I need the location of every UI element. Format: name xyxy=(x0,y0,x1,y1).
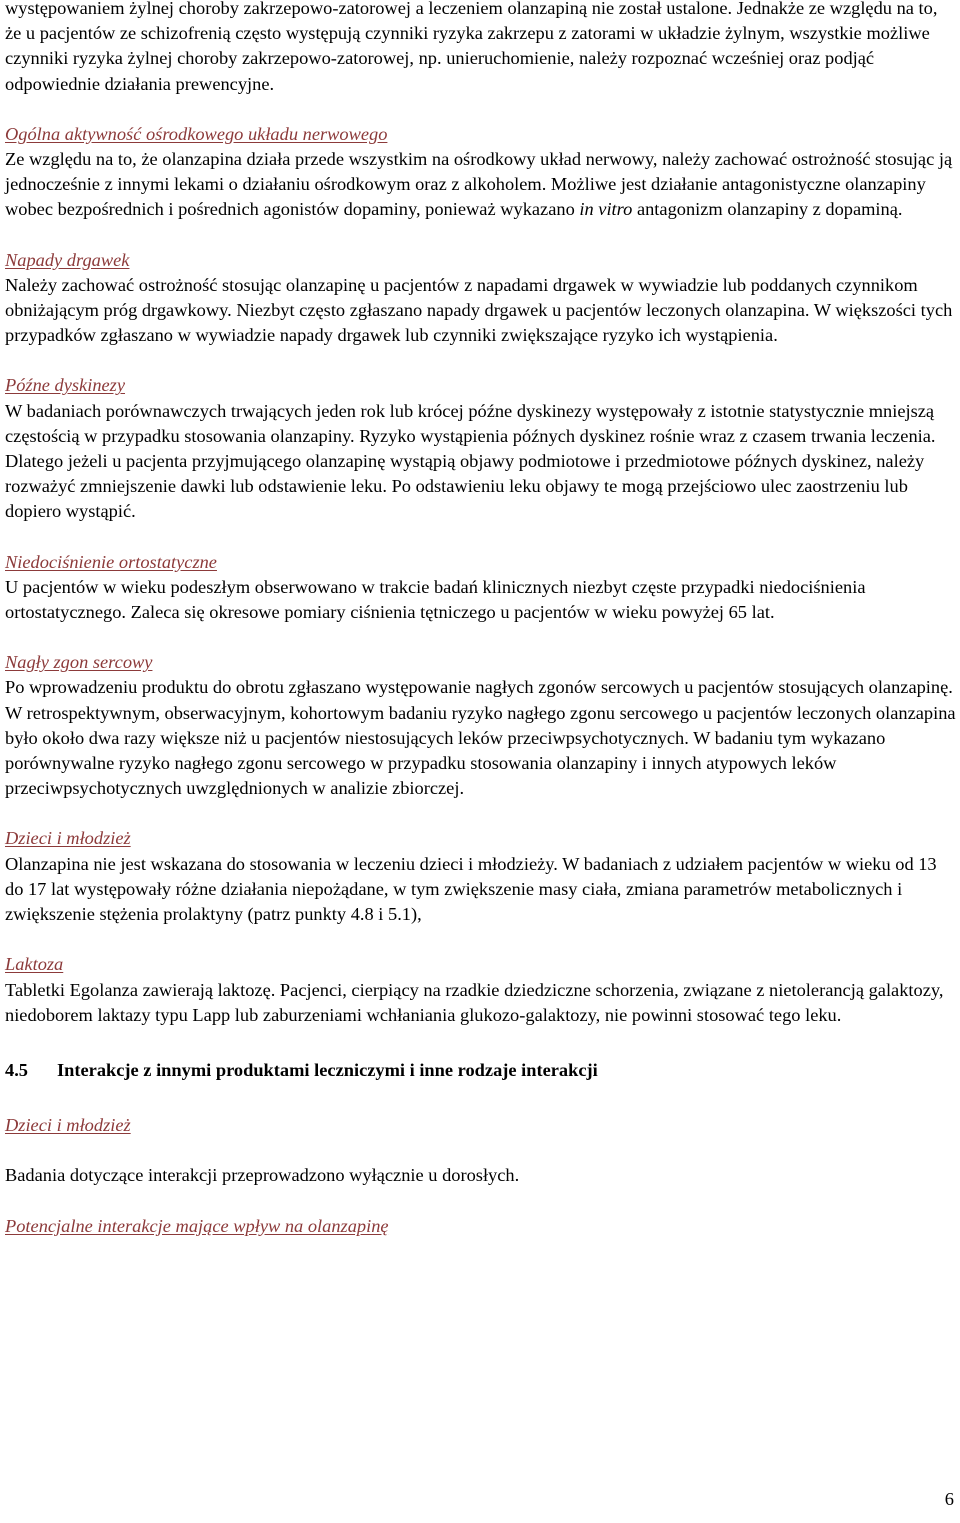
section-4-5-title: Interakcje z innymi produktami leczniczymi i inne rodzaje interakcji xyxy=(57,1059,598,1080)
section-4-5-potential-heading: Potencjalne interakcje mające wpływ na olanzapinę xyxy=(5,1215,389,1236)
section-text-children: Olanzapina nie jest wskazana do stosowania w leczeniu dzieci i młodzieży. W badaniach z udziałem pacjentów w wieku od 13 do 17 lat występowały różne działania niepożądane, w tym zwiększenie masy ciała, zmiana parametrów metabolicznych i zwiększenie stężenia prolaktyny (patrz punkty 4.8 i 5.1), xyxy=(5,853,937,925)
section-4-5-children-heading: Dzieci i młodzież xyxy=(5,1115,131,1136)
intro-rest: Jednakże ze względu na to, że u pacjentów ze schizofrenią często występują czynniki ryzyka zakrzepu z zatorami w układzie żylnym, wszystkie możliwe czynniki ryzyka żylnej choroby zakrzepowo-zatorowej, np. unieruchomienie, należy rozpoznać wcześniej oraz podjąć odpowiednie działania prewencyjne. xyxy=(5,0,938,94)
document-page xyxy=(5,0,957,1239)
section-heading-lactose: Laktoza xyxy=(5,954,64,975)
section-text-lactose: Tabletki Egolanza zawierają laktozę. Pacjenci, cierpiący na rzadkie dziedziczne schorzenia, związane z nietolerancją galaktozy, niedoborem laktazy typu Lapp lub zaburzeniami wchłaniania glukozo-galaktozy, nie powinni stosować tego leku. xyxy=(5,979,944,1025)
section-children xyxy=(5,826,957,927)
section-sudden-death xyxy=(5,650,957,801)
section-4-5-number: 4.5 xyxy=(5,1059,28,1080)
section-text-tardive: W badaniach porównawczych trwających jeden rok lub krócej późne dyskinezy występowały z istotnie statystycznie mniejszą częstością w przypadku stosowania olanzapiny. Ryzyko wystąpienia późnych dyskinez rośnie wraz z czasem trwania leczenia. Dlatego jeżeli u pacjenta przyjmującego olanzapinę wystąpią objawy podmiotowe i przedmiotowe późnych dyskinez, należy rozważyć zmniejszenie dawki lub odstawienie leku. Po odstawieniu leku objawy te mogą przejściowo ulec zaostrzeniu lub dopiero wystąpić. xyxy=(5,400,936,522)
spacer xyxy=(5,1138,957,1163)
section-cns xyxy=(5,122,957,223)
section-text-cns xyxy=(5,147,957,223)
section-4-5-children-text: Badania dotyczące interakcji przeprowadzono wyłącznie u dorosłych. xyxy=(5,1165,520,1186)
section-heading-children: Dzieci i młodzież xyxy=(5,828,131,849)
section-heading-orthostatic: Niedociśnienie ortostatyczne xyxy=(5,551,217,572)
section-4-5-heading xyxy=(5,1058,957,1083)
section-tardive xyxy=(5,373,957,524)
intro-line-1: występowaniem żylnej choroby zakrzepowo-zatorowej a leczeniem olanzapiną nie został ustalone. xyxy=(5,0,733,18)
section-heading-cns: Ogólna aktywność ośrodkowego układu nerwowego xyxy=(5,123,388,144)
section-seizures xyxy=(5,248,957,349)
section-heading-seizures: Napady drgawek xyxy=(5,249,130,270)
intro-paragraph xyxy=(5,0,957,97)
cns-text-part-b: antagonizm olanzapiny z dopaminą. xyxy=(632,199,903,220)
cns-text-part-a: Ze względu na to, że olanzapina działa przede wszystkim na ośrodkowy układ nerwowy, należy zachować ostrożność stosując ją jednocześnie z innymi lekami o działaniu ośrodkowym oraz z alkoholem. Możliwe jest działanie antagonistyczne olanzapiny wobec bezpośrednich i pośrednich agonistów dopaminy, ponieważ wykazano xyxy=(5,149,953,220)
page-number: 6 xyxy=(944,1489,954,1509)
section-orthostatic xyxy=(5,550,957,626)
section-heading-sudden-death: Nagły zgon sercowy xyxy=(5,652,153,673)
section-text-orthostatic: U pacjentów w wieku podeszłym obserwowano w trakcie badań klinicznych niezbyt częste przypadki niedociśnienia ortostatycznego. Zaleca się okresowe pomiary ciśnienia tętniczego u pacjentów w wieku powyżej 65 lat. xyxy=(5,576,866,623)
section-text-sudden-death: Po wprowadzeniu produktu do obrotu zgłaszano występowanie nagłych zgonów sercowych u pacjentów stosujących olanzapinę. W retrospektywnym, obserwacyjnym, kohortowym badaniu ryzyko nagłego zgonu sercowego u pacjentów leczonych olanzapina było około dwa razy większe niż u pacjentów niestosujących leków przeciwpsychotycznych. W badaniu tym wykazano porównywalne ryzyko nagłego zgonu sercowego w przypadku stosowania olanzapiny i innych atypowych leków przeciwpsychotycznych uwzględnionych w analizie zbiorczej. xyxy=(5,677,956,799)
section-lactose xyxy=(5,952,957,1028)
spacer xyxy=(5,1189,957,1214)
section-heading-tardive: Późne dyskinezy xyxy=(5,375,126,396)
section-text-seizures: Należy zachować ostrożność stosując olanzapinę u pacjentów z napadami drgawek w wywiadzie lub poddanych czynnikom obniżającym próg drgawkowy. Niezbyt często zgłaszano napady drgawek u pacjentów leczonych olanzapina. W większości tych przypadków zgłaszano w wywiadzie napady drgawek lub czynniki zwiększające ryzyko ich wystąpienia. xyxy=(5,274,953,346)
cns-text-italic: in vitro xyxy=(579,199,633,220)
